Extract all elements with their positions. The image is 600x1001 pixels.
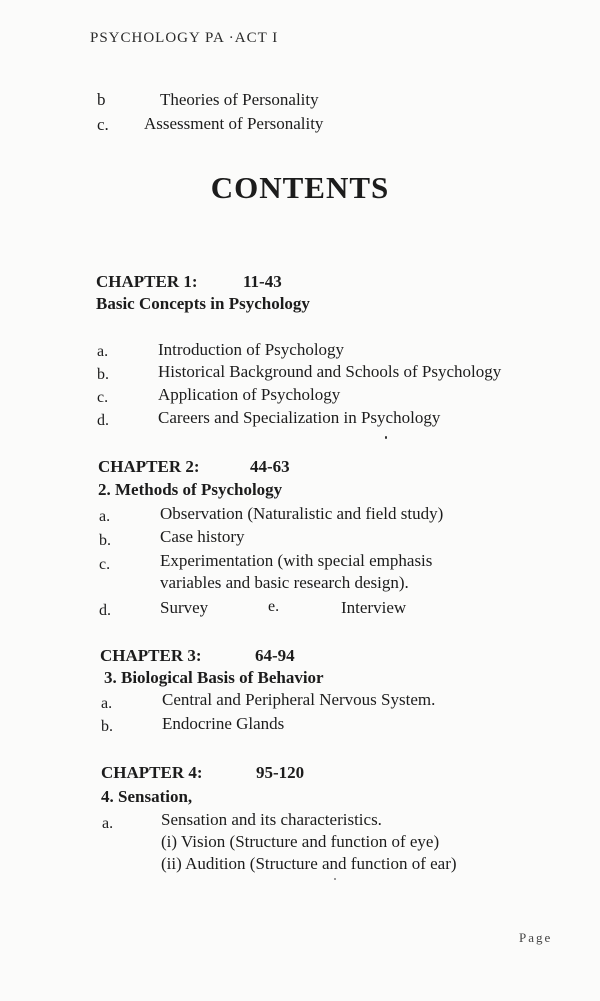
toc-item-text-continued: (ii) Audition (Structure and function of ear) (161, 854, 457, 873)
toc-item-mark: a. (99, 508, 111, 525)
chapter-title: 3. Biological Basis of Behavior (104, 668, 324, 687)
chapter-title: 4. Sensation, (101, 787, 193, 806)
chapter-page-range: 64-94 (255, 646, 295, 665)
toc-item-text: Application of Psychology (158, 385, 341, 404)
toc-item-text: Case history (160, 527, 245, 546)
chapter-heading: CHAPTER 3: (100, 646, 202, 665)
toc-item-text: Endocrine Glands (162, 714, 285, 733)
chapter-heading: CHAPTER 1: (96, 272, 198, 291)
toc-item-text: Central and Peripheral Nervous System. (162, 690, 436, 709)
toc-item-text: Careers and Specialization in Psychology (158, 408, 441, 427)
intro-item-text: Theories of Personality (160, 90, 319, 109)
chapter-heading: CHAPTER 2: (98, 457, 200, 476)
toc-item-text: Experimentation (with special emphasis (160, 551, 433, 570)
toc-item-mark: c. (97, 389, 109, 406)
scan-speck (385, 436, 387, 439)
intro-item-mark: b (97, 90, 106, 109)
toc-item-mark: a. (101, 695, 113, 712)
chapter-page-range: 44-63 (250, 457, 290, 476)
toc-item-text: Sensation and its characteristics. (161, 810, 382, 829)
toc-item-text-continued: (i) Vision (Structure and function of eye) (161, 832, 440, 851)
toc-item-text: Introduction of Psychology (158, 340, 345, 359)
toc-item-mark: a. (102, 815, 114, 832)
toc-item-text: Interview (341, 598, 407, 617)
chapter-heading: CHAPTER 4: (101, 763, 203, 782)
toc-item-text: Historical Background and Schools of Psychology (158, 362, 502, 381)
chapter-title: 2. Methods of Psychology (98, 480, 283, 499)
toc-item-text-continued: variables and basic research design). (160, 573, 409, 592)
toc-item-mark: d. (99, 602, 111, 619)
intro-item-mark: c. (97, 115, 109, 134)
chapter-page-range: 11-43 (243, 272, 282, 291)
toc-item-mark: b. (101, 718, 113, 735)
chapter-title: Basic Concepts in Psychology (96, 294, 310, 313)
toc-item-mark: b. (97, 366, 109, 383)
toc-item-text: Survey (160, 598, 209, 617)
page-label: Page (519, 930, 553, 945)
running-header: PSYCHOLOGY PA ·ACT I (90, 30, 279, 46)
toc-item-text: Observation (Naturalistic and field study) (160, 504, 444, 523)
scan-speck (334, 878, 336, 880)
intro-item-text: Assessment of Personality (144, 114, 324, 133)
contents-title: CONTENTS (210, 170, 390, 205)
chapter-page-range: 95-120 (256, 763, 305, 782)
toc-item-mark: c. (99, 556, 111, 573)
toc-item-mark: a. (97, 343, 109, 360)
toc-item-mark: d. (97, 412, 109, 429)
toc-item-mark: b. (99, 532, 111, 549)
toc-item-mark: e. (268, 598, 280, 615)
